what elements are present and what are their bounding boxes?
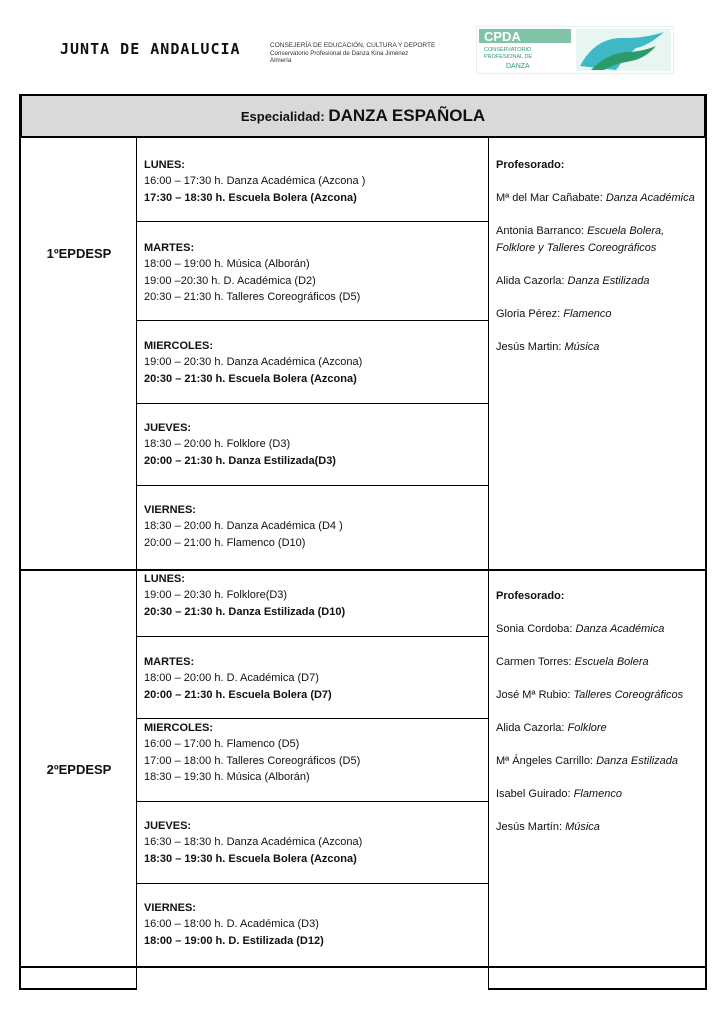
class-slot: 20:00 – 21:30 h. Escuela Bolera (D7)	[144, 688, 332, 701]
profesorado-label: Profesorado:	[496, 590, 565, 602]
teacher-name: Mª del Mar Cañabate:	[496, 192, 606, 204]
day-name: MIERCOLES:	[144, 722, 214, 734]
day-cell	[144, 571, 484, 620]
teachers-grade-1	[496, 157, 706, 355]
table-border	[19, 94, 21, 570]
class-slot: 18:30 – 19:30 h. Escuela Bolera (Azcona)	[144, 852, 357, 865]
table-border	[136, 138, 137, 990]
table-border	[137, 221, 488, 222]
table-border	[137, 403, 488, 404]
cpda-logo	[476, 26, 674, 74]
logo-cpda-text: CPDA	[484, 29, 521, 44]
class-slot: 16:30 – 18:30 h. Danza Académica (Azcona)	[144, 836, 363, 849]
teacher-entry	[496, 720, 706, 737]
day-cell	[144, 157, 484, 206]
teacher-subject: Escuela Bolera	[574, 656, 649, 668]
class-slot: 20:00 – 21:30 h. Danza Estilizada(D3)	[144, 454, 336, 467]
table-border	[137, 718, 488, 719]
teacher-subject: Folklore	[567, 722, 607, 734]
table-border	[19, 570, 21, 990]
teacher-entry	[496, 819, 706, 836]
table-border	[19, 988, 137, 990]
teacher-entry	[496, 687, 706, 704]
teacher-name: Carmen Torres:	[496, 656, 575, 668]
teacher-entry	[496, 621, 706, 638]
teacher-name: Sonia Cordoba:	[496, 623, 576, 635]
junta-andalucia-logo-text: JUNTA DE ANDALUCIA	[60, 40, 241, 58]
teacher-subject: Danza Académica	[605, 192, 695, 204]
teacher-name: Alida Cazorla:	[496, 722, 568, 734]
teacher-name: Jesús Martín:	[496, 821, 566, 833]
teacher-name: Alida Cazorla:	[496, 274, 568, 287]
consejeria-line-3: Almería	[270, 57, 292, 64]
teacher-subject: Talleres Coreográficos	[573, 689, 684, 701]
class-slot: 20:30 – 21:30 h. Escuela Bolera (Azcona)	[144, 372, 357, 385]
specialty-name: DANZA ESPAÑOLA	[328, 106, 486, 125]
profesorado-label: Profesorado:	[496, 159, 565, 171]
table-border	[137, 485, 488, 486]
class-slot: 19:00 – 20:30 h. Folklore(D3)	[144, 589, 288, 602]
day-cell	[144, 900, 484, 949]
teacher-name: Isabel Guirado:	[496, 788, 574, 800]
consejeria-line-2: Conservatorio Profesional de Danza Kina Jiménez	[270, 49, 409, 57]
class-slot: 18:00 – 20:00 h. D. Académica (D7)	[144, 672, 319, 685]
class-slot: 20:30 – 21:30 h. Danza Estilizada (D10)	[144, 605, 346, 618]
teacher-subject: Flamenco	[573, 788, 622, 800]
teacher-subject: Danza Estilizada	[596, 755, 678, 767]
class-slot: 18:00 – 19:00 h. Música (Alborán)	[144, 258, 310, 271]
teacher-subject: Escuela Bolera, Folklore y Talleres Coreográficos	[496, 225, 665, 254]
teacher-name: Gloria Pérez:	[496, 307, 564, 320]
teacher-entry	[496, 273, 706, 290]
day-cell	[144, 818, 484, 867]
class-slot: 20:30 – 21:30 h. Talleres Coreográficos (D5)	[144, 291, 361, 304]
day-name: JUEVES:	[144, 422, 192, 434]
day-name: LUNES:	[144, 159, 185, 171]
teacher-subject: Música	[565, 821, 600, 833]
teachers-grade-2	[496, 588, 706, 836]
teacher-entry	[496, 339, 706, 356]
class-slot: 18:00 – 19:00 h. D. Estilizada (D12)	[144, 934, 324, 947]
day-cell	[144, 502, 484, 551]
table-border	[137, 883, 488, 884]
class-slot: 16:00 – 17:00 h. Flamenco (D5)	[144, 738, 300, 751]
teacher-list	[496, 190, 706, 355]
grade-label-2: 2ºEPDESP	[46, 762, 112, 777]
class-slot: 20:00 – 21:00 h. Flamenco (D10)	[144, 536, 306, 549]
class-slot: 18:30 – 19:30 h. Música (Alborán)	[144, 771, 310, 784]
day-name: VIERNES:	[144, 504, 196, 516]
teacher-list	[496, 621, 706, 836]
logo-sub-3: DANZA	[506, 63, 530, 70]
teacher-name: Antonia Barranco:	[496, 225, 588, 237]
day-name: VIERNES:	[144, 902, 196, 914]
class-slot: 18:30 – 20:00 h. Danza Académica (D4 )	[144, 520, 343, 533]
day-cell	[144, 240, 484, 306]
class-slot: 17:30 – 18:30 h. Escuela Bolera (Azcona)	[144, 191, 357, 204]
table-border	[488, 138, 489, 990]
day-cell	[144, 420, 484, 469]
logo-sub-1: CONSERVATORIO	[484, 47, 532, 53]
grade-label-1: 1ºEPDESP	[46, 246, 112, 261]
table-border	[137, 320, 488, 321]
table-border	[137, 636, 488, 637]
class-slot: 16:00 – 18:00 h. D. Académica (D3)	[144, 918, 319, 931]
teacher-name: José Mª Rubio:	[496, 689, 574, 701]
teacher-subject: Flamenco	[563, 307, 612, 320]
logo-sub-2: PROFESIONAL DE	[484, 54, 533, 60]
class-slot: 19:00 –20:30 h. D. Académica (D2)	[144, 274, 316, 287]
teacher-entry	[496, 753, 706, 770]
class-slot: 16:00 – 17:30 h. Danza Académica (Azcona )	[144, 175, 366, 188]
day-name: MIERCOLES:	[144, 340, 214, 352]
teacher-entry	[496, 190, 706, 207]
class-slot: 17:00 – 18:00 h. Talleres Coreográficos (D5)	[144, 754, 361, 767]
teacher-entry	[496, 654, 706, 671]
specialty-title	[20, 106, 706, 126]
teacher-entry	[496, 223, 706, 256]
day-name: LUNES:	[144, 573, 185, 585]
day-name: JUEVES:	[144, 820, 192, 832]
teacher-subject: Danza Estilizada	[567, 274, 650, 287]
teacher-subject: Música	[564, 340, 600, 353]
table-border	[488, 988, 707, 990]
teacher-name: Jesús Martin:	[496, 340, 565, 353]
consejeria-line-1: CONSEJERÍA DE EDUCACIÓN, CULTURA Y DEPORTE	[270, 42, 436, 49]
day-name: MARTES:	[144, 656, 195, 668]
teacher-entry	[496, 786, 706, 803]
consejeria-block	[270, 42, 435, 65]
class-slot: 18:30 – 20:00 h. Folklore (D3)	[144, 438, 291, 451]
day-cell	[144, 720, 484, 786]
table-border	[137, 801, 488, 802]
day-name: MARTES:	[144, 242, 195, 254]
specialty-prefix: Especialidad:	[240, 109, 325, 124]
teacher-subject: Danza Académica	[575, 623, 665, 635]
teacher-name: Mª Ángeles Carrillo:	[496, 755, 597, 767]
class-slot: 19:00 – 20:30 h. Danza Académica (Azcona)	[144, 356, 363, 369]
day-cell	[144, 654, 484, 703]
teacher-entry	[496, 306, 706, 323]
table-border	[19, 966, 707, 968]
day-cell	[144, 338, 484, 387]
